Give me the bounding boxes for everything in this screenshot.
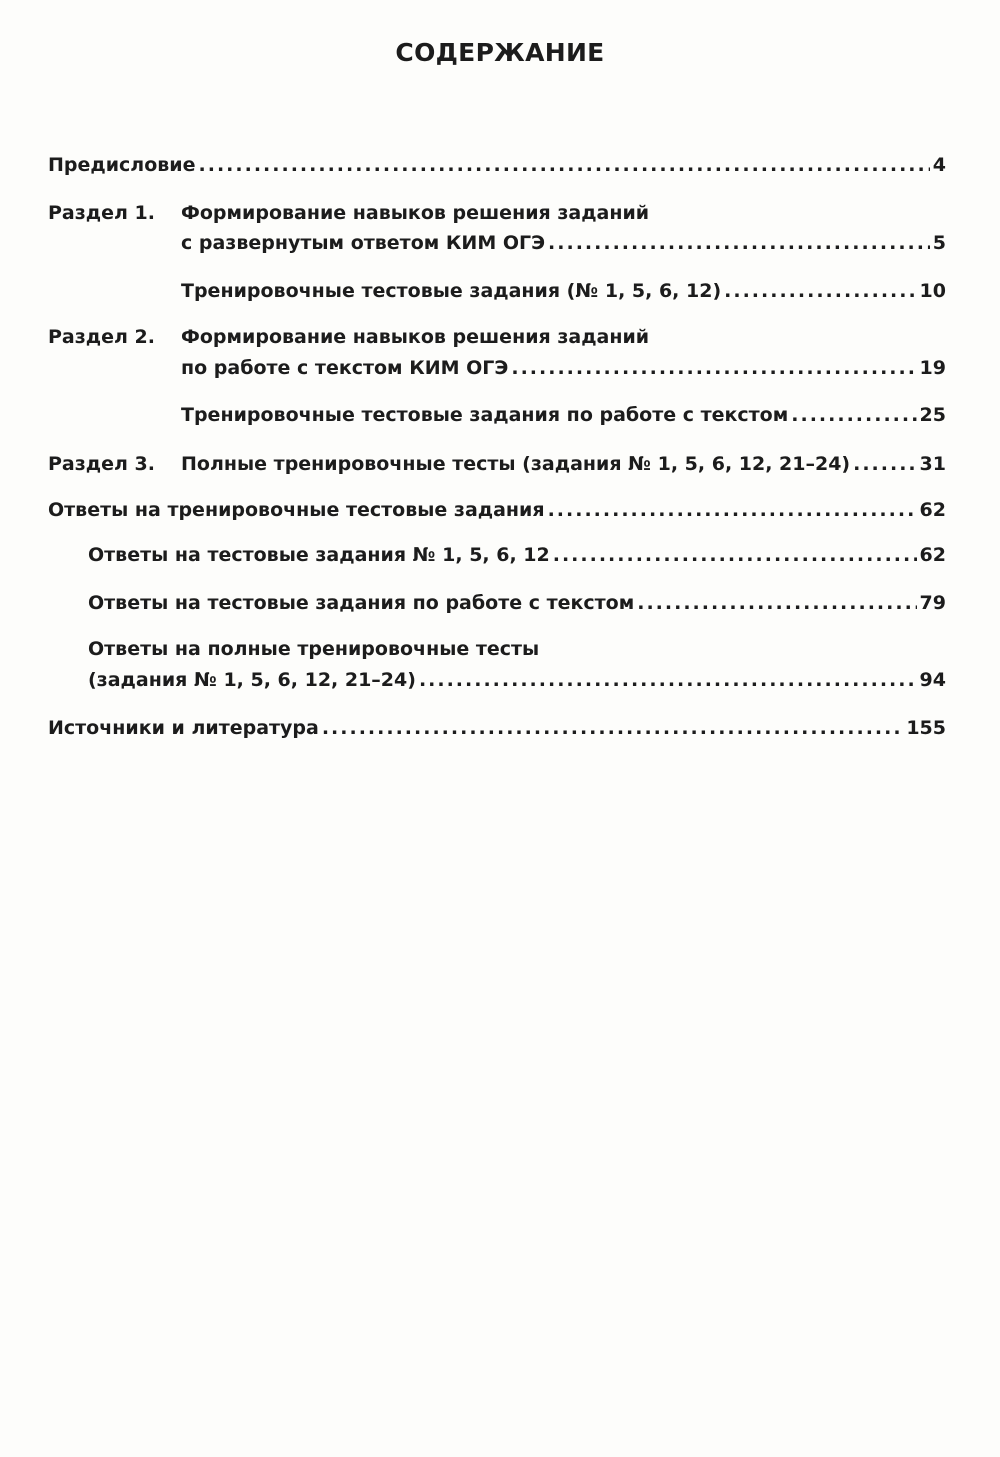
- dot-leader: [853, 447, 916, 481]
- toc-page-number: 62: [919, 499, 946, 521]
- dot-leader: [724, 274, 916, 308]
- toc-page-number: 94: [919, 669, 946, 691]
- dot-leader: [322, 711, 903, 745]
- toc-entry-title: Источники и литература: [48, 717, 319, 739]
- toc-entry-title: Ответы на полные тренировочные тесты: [88, 638, 540, 660]
- dot-leader: [419, 663, 917, 697]
- toc-page-number: 155: [906, 717, 946, 739]
- section-label: Раздел 3.: [48, 453, 155, 475]
- section-label: Раздел 1.: [48, 202, 155, 224]
- toc-page-number: 31: [919, 453, 946, 475]
- toc-entry-title: Полные тренировочные тесты (задания № 1, 5, 6, 12, 21–24): [181, 453, 851, 475]
- toc-entry-title-cont: по работе с текстом КИМ ОГЭ: [181, 357, 509, 379]
- toc-entry-title: Предисловие: [48, 154, 196, 176]
- toc-entry-title: Ответы на тренировочные тестовые задания: [48, 499, 545, 521]
- toc-entry-section-2[interactable]: [48, 320, 946, 400]
- section-label: Раздел 2.: [48, 326, 155, 348]
- toc-page-number: 79: [919, 592, 946, 614]
- page-title: СОДЕРЖАНИЕ: [395, 38, 605, 67]
- dot-leader: [548, 226, 930, 260]
- toc-page-number: 19: [919, 357, 946, 379]
- toc-entry-title: Ответы на тестовые задания № 1, 5, 6, 12: [88, 544, 550, 566]
- toc-entry-answers-3[interactable]: [48, 632, 946, 712]
- toc-entry-title: Тренировочные тестовые задания по работе с текстом: [181, 404, 789, 426]
- toc-entry-title: Формирование навыков решения заданий: [181, 202, 650, 224]
- toc-entry-title: Тренировочные тестовые задания (№ 1, 5, 6, 12): [181, 280, 722, 302]
- toc-entry-title-cont: (задания № 1, 5, 6, 12, 21–24): [88, 669, 416, 691]
- toc-page-number: 4: [932, 154, 946, 176]
- toc-page-number: 10: [919, 280, 946, 302]
- toc-entry-title: Ответы на тестовые задания по работе с текстом: [88, 592, 635, 614]
- toc-page-number: 62: [919, 544, 946, 566]
- dot-leader: [637, 586, 916, 620]
- dot-leader: [791, 398, 916, 432]
- toc-page-number: 25: [919, 404, 946, 426]
- toc-entry-title-cont: с развернутым ответом КИМ ОГЭ: [181, 232, 546, 254]
- dot-leader: [553, 538, 917, 572]
- dot-leader: [548, 493, 917, 527]
- toc-entry-section-1[interactable]: [48, 196, 946, 276]
- toc-page-number: 5: [932, 232, 946, 254]
- dot-leader: [511, 351, 916, 385]
- toc-entry-title: Формирование навыков решения заданий: [181, 326, 650, 348]
- dot-leader: [199, 148, 930, 182]
